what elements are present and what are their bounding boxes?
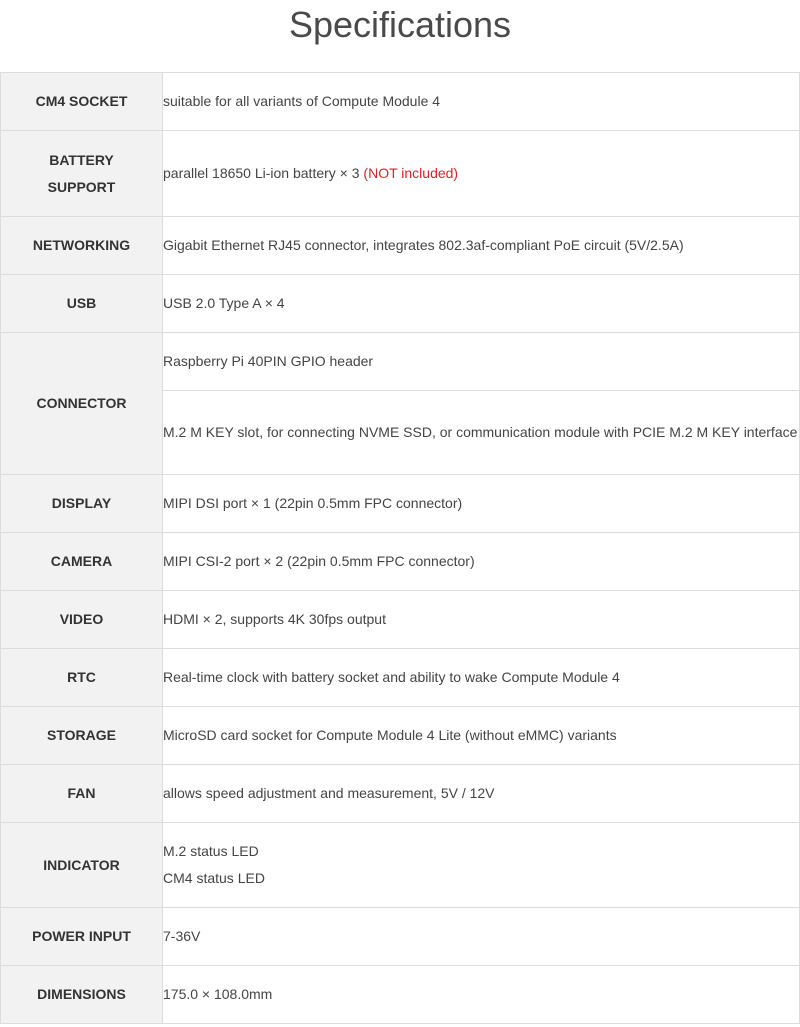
spec-label: STORAGE xyxy=(1,707,163,765)
table-row xyxy=(1,533,800,591)
table-row xyxy=(1,73,800,131)
spec-label: FAN xyxy=(1,765,163,823)
table-row xyxy=(1,823,800,908)
spec-label: USB xyxy=(1,275,163,333)
spec-label: DISPLAY xyxy=(1,475,163,533)
spec-label: INDICATOR xyxy=(1,823,163,908)
spec-label-line: BATTERY xyxy=(49,151,114,168)
spec-value: HDMI × 2, supports 4K 30fps output xyxy=(163,591,800,649)
table-row xyxy=(1,275,800,333)
spec-value xyxy=(163,131,800,217)
spec-label: RTC xyxy=(1,649,163,707)
page-title: Specifications xyxy=(288,4,512,45)
spec-value xyxy=(163,823,800,908)
spec-value: MIPI CSI-2 port × 2 (22pin 0.5mm FPC connector) xyxy=(163,533,800,591)
table-row xyxy=(1,908,800,966)
spec-value-text: parallel 18650 Li-ion battery × 3 xyxy=(163,165,364,181)
spec-label-line: SUPPORT xyxy=(47,178,116,195)
spec-label: POWER INPUT xyxy=(1,908,163,966)
table-row xyxy=(1,649,800,707)
spec-label: CM4 SOCKET xyxy=(1,73,163,131)
spec-value: USB 2.0 Type A × 4 xyxy=(163,275,800,333)
spec-label: VIDEO xyxy=(1,591,163,649)
spec-label: CAMERA xyxy=(1,533,163,591)
table-row xyxy=(1,333,800,391)
spec-value: Real-time clock with battery socket and ability to wake Compute Module 4 xyxy=(163,649,800,707)
spec-value: MIPI DSI port × 1 (22pin 0.5mm FPC connector) xyxy=(163,475,800,533)
table-row xyxy=(1,217,800,275)
table-row xyxy=(1,707,800,765)
table-row xyxy=(1,131,800,217)
table-row xyxy=(1,765,800,823)
spec-value: 175.0 × 108.0mm xyxy=(163,966,800,1024)
not-included-note: (NOT included) xyxy=(363,165,459,181)
spec-value: Raspberry Pi 40PIN GPIO header xyxy=(163,333,800,391)
spec-value: suitable for all variants of Compute Module 4 xyxy=(163,73,800,131)
table-row xyxy=(1,591,800,649)
spec-value: MicroSD card socket for Compute Module 4 Lite (without eMMC) variants xyxy=(163,707,800,765)
spec-label: DIMENSIONS xyxy=(1,966,163,1024)
table-row xyxy=(1,475,800,533)
spec-value: M.2 M KEY slot, for connecting NVME SSD, or communication module with PCIE M.2 M KEY interface xyxy=(163,391,800,475)
spec-value: allows speed adjustment and measurement, 5V / 12V xyxy=(163,765,800,823)
specifications-table xyxy=(0,72,800,1024)
spec-label: CONNECTOR xyxy=(1,333,163,475)
spec-value: Gigabit Ethernet RJ45 connector, integrates 802.3af-compliant PoE circuit (5V/2.5A) xyxy=(163,217,800,275)
table-row xyxy=(1,966,800,1024)
spec-label xyxy=(1,131,163,217)
spec-value-line: CM4 status LED xyxy=(163,870,265,886)
spec-value: 7-36V xyxy=(163,908,800,966)
spec-value-line: M.2 status LED xyxy=(163,843,259,859)
spec-label: NETWORKING xyxy=(1,217,163,275)
